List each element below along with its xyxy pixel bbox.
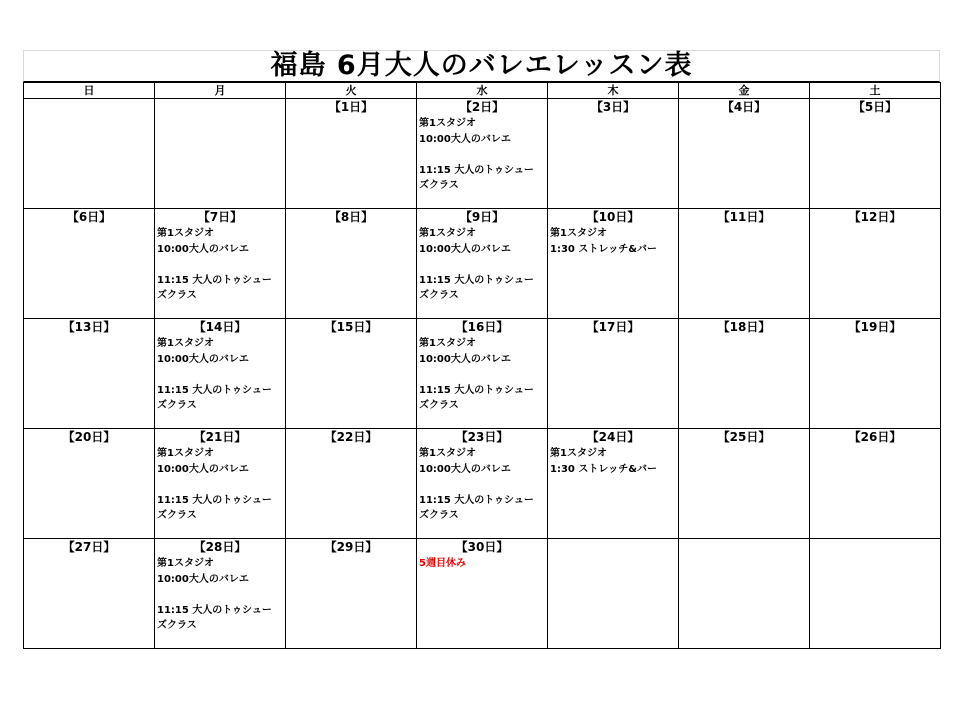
day-date: 【1日】 [328,100,374,114]
lesson-line: 10:00大人のバレエ [157,353,249,365]
lesson-line: 11:15 大人のトゥシュー [157,384,272,396]
day-date: 【26日】 [848,430,902,444]
lesson-line: 11:15 大人のトゥシュー [419,494,534,506]
weekday-header-row [24,83,941,99]
day-date: 【18日】 [717,320,771,334]
day-cell [679,319,810,429]
lesson-line: ズクラス [419,290,459,301]
day-cell [286,429,417,539]
day-date: 【4日】 [721,100,767,114]
day-cell [155,319,286,429]
lesson-info [417,446,547,524]
lesson-line [419,367,547,383]
day-cell [810,319,941,429]
day-date: 【16日】 [455,320,509,334]
lesson-line: 11:15 大人のトゥシュー [157,604,272,616]
day-cell [679,209,810,319]
lesson-info [155,336,285,414]
lesson-line: ズクラス [157,510,197,521]
weekday-tue: 火 [286,83,417,99]
day-date [679,539,809,556]
day-cell [810,99,941,209]
week-row [24,539,941,649]
day-cell [155,539,286,649]
day-date: 【7日】 [197,210,243,224]
lesson-line: ズクラス [419,180,459,191]
day-date: 【22日】 [324,430,378,444]
lesson-line: 11:15 大人のトゥシュー [157,274,272,286]
day-cell [417,319,548,429]
day-cell [286,319,417,429]
lesson-line [157,257,285,273]
weekday-sun: 日 [24,83,155,99]
day-cell [417,429,548,539]
lesson-info [548,226,678,257]
lesson-line: 11:15 大人のトゥシュー [419,164,534,176]
lesson-line: 第1スタジオ [419,118,476,129]
lesson-line: 第1スタジオ [157,338,214,349]
lesson-line: 11:15 大人のトゥシュー [419,274,534,286]
day-cell [417,99,548,209]
lesson-line: 1:30 ストレッチ&バー [550,463,657,475]
day-cell [679,539,810,649]
day-date: 【28日】 [193,540,247,554]
day-cell [155,99,286,209]
day-cell [24,99,155,209]
lesson-line: 11:15 大人のトゥシュー [419,384,534,396]
day-date: 【8日】 [328,210,374,224]
day-cell [810,209,941,319]
day-cell [24,209,155,319]
day-cell [286,539,417,649]
day-cell [679,429,810,539]
page-title: 福島 6月大人のバレエレッスン表 [270,50,693,81]
day-cell [286,99,417,209]
day-date: 【13日】 [62,320,116,334]
day-date: 【23日】 [455,430,509,444]
day-date: 【6日】 [66,210,112,224]
lesson-line: ズクラス [157,400,197,411]
lesson-line: 11:15 大人のトゥシュー [157,494,272,506]
day-date: 【30日】 [455,540,509,554]
day-date: 【10日】 [586,210,640,224]
lesson-line: 第1スタジオ [157,448,214,459]
lesson-line: ズクラス [419,510,459,521]
lesson-line [419,477,547,493]
day-date: 【5日】 [852,100,898,114]
lesson-line: 10:00大人のバレエ [419,463,511,475]
lesson-info [155,446,285,524]
day-cell [155,429,286,539]
lesson-line: 第1スタジオ [419,228,476,239]
lesson-line: ズクラス [419,400,459,411]
day-cell [548,319,679,429]
lesson-line: ズクラス [157,620,197,631]
day-date: 【12日】 [848,210,902,224]
day-cell [679,99,810,209]
lesson-info [548,446,678,477]
day-date [548,539,678,556]
lesson-line [157,367,285,383]
day-cell [24,539,155,649]
weekday-sat: 土 [810,83,941,99]
calendar-table [23,82,941,649]
day-cell [417,209,548,319]
day-date: 【29日】 [324,540,378,554]
week-row [24,319,941,429]
lesson-info [155,556,285,634]
day-date: 【2日】 [459,100,505,114]
lesson-info [417,116,547,194]
weekday-fri: 金 [679,83,810,99]
day-cell [417,539,548,649]
day-cell [286,209,417,319]
day-cell [548,539,679,649]
day-date: 【3日】 [590,100,636,114]
lesson-line: 1:30 ストレッチ&バー [550,243,657,255]
lesson-line: 10:00大人のバレエ [157,463,249,475]
day-date: 【20日】 [62,430,116,444]
day-cell [548,99,679,209]
day-date: 【19日】 [848,320,902,334]
lesson-line: 第1スタジオ [157,228,214,239]
day-date: 【14日】 [193,320,247,334]
lesson-line: 第1スタジオ [550,228,607,239]
weekday-mon: 月 [155,83,286,99]
day-date: 【27日】 [62,540,116,554]
schedule-sheet [23,50,940,649]
weekday-wed: 水 [417,83,548,99]
day-date: 【24日】 [586,430,640,444]
day-date [155,99,285,116]
day-date [24,99,154,116]
day-date [810,539,940,556]
lesson-info [417,336,547,414]
week-row [24,209,941,319]
lesson-line: 第1スタジオ [157,558,214,569]
lesson-info [155,226,285,304]
lesson-line: 10:00大人のバレエ [419,133,511,145]
title-row [23,50,940,82]
day-date: 【9日】 [459,210,505,224]
weekday-thu: 木 [548,83,679,99]
day-note: 5週目休み [419,558,466,569]
day-date: 【15日】 [324,320,378,334]
lesson-line [419,147,547,163]
lesson-line: 第1スタジオ [550,448,607,459]
week-row [24,99,941,209]
lesson-line: 10:00大人のバレエ [157,243,249,255]
day-cell [24,319,155,429]
day-cell [155,209,286,319]
lesson-line [419,257,547,273]
lesson-line [157,587,285,603]
lesson-line [157,477,285,493]
day-date: 【25日】 [717,430,771,444]
day-cell [24,429,155,539]
day-cell [810,429,941,539]
day-cell [548,209,679,319]
week-row [24,429,941,539]
day-date: 【21日】 [193,430,247,444]
lesson-line: 第1スタジオ [419,448,476,459]
lesson-line: 第1スタジオ [419,338,476,349]
day-cell [810,539,941,649]
lesson-line: 10:00大人のバレエ [157,573,249,585]
lesson-line: ズクラス [157,290,197,301]
day-cell [548,429,679,539]
day-date: 【17日】 [586,320,640,334]
day-date: 【11日】 [717,210,771,224]
lesson-line: 10:00大人のバレエ [419,353,511,365]
lesson-info [417,226,547,304]
lesson-line: 10:00大人のバレエ [419,243,511,255]
